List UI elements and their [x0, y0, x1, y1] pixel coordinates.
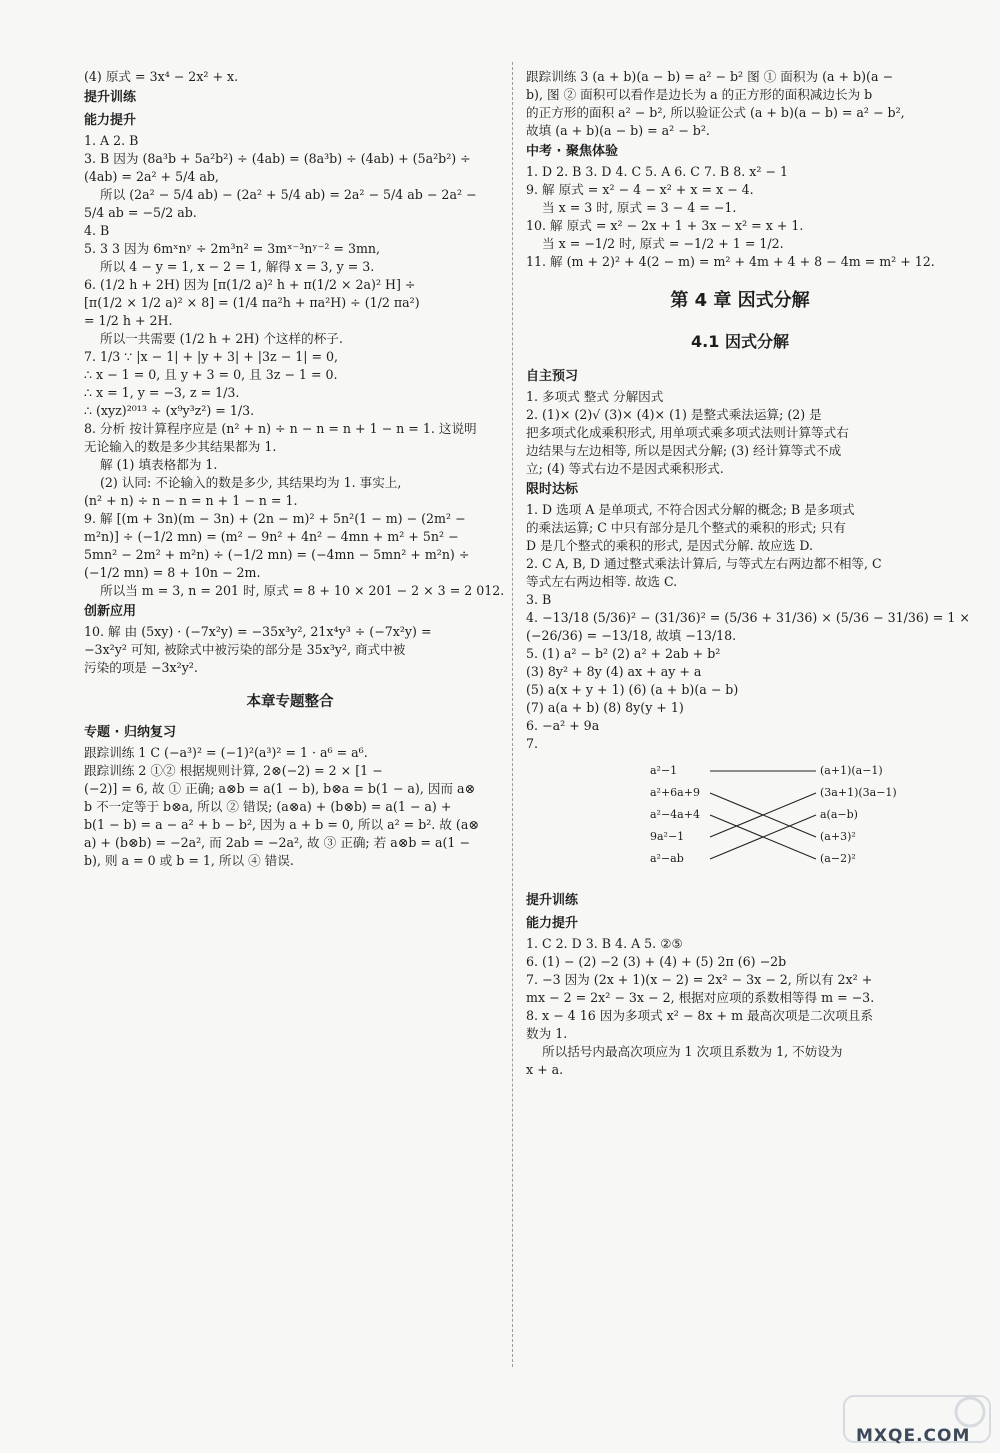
diagram-right-item: (a−2)²	[820, 852, 856, 865]
answer-line: 5. (1) a² − b² (2) a² + 2ab + b²	[526, 646, 721, 661]
answer-line: 4. B	[84, 223, 110, 238]
answer-line: 5. 3 3 因为 6mˣnʸ ÷ 2m³n² = 3mˣ⁻³nʸ⁻² = 3mn,	[84, 241, 381, 256]
column-divider	[512, 62, 513, 1367]
answer-line: 污染的项是 −3x²y².	[84, 660, 198, 675]
answer-line: 3. B	[526, 592, 552, 607]
answer-line: 10. 解 由 (5xy) · (−7x²y) = −35x³y², 21x⁴y³ ÷ (−7x²y) =	[84, 624, 432, 639]
answer-line: 解 (1) 填表格都为 1.	[100, 457, 218, 472]
answer-line: (−2)] = 6, 故 ① 正确; a⊗b = a(1 − b), b⊗a = b(1 − a), 因而 a⊗	[84, 781, 476, 796]
answer-line: 故填 (a + b)(a − b) = a² − b².	[526, 123, 710, 138]
answer-line: 2. C A, B, D 通过整式乘法计算后, 与等式左右两边都不相等, C	[526, 556, 882, 571]
answer-line: (5) a(x + y + 1) (6) (a + b)(a − b)	[526, 682, 739, 697]
section-heading: 能力提升	[84, 113, 137, 128]
answer-line: 的正方形的面积 a² − b², 所以验证公式 (a + b)(a − b) = a² − b²,	[526, 105, 905, 120]
answer-line: 无论输入的数是多少其结果都为 1.	[84, 439, 277, 454]
answer-line: 把多项式化成乘积形式, 用单项式乘多项式法则计算等式右	[526, 425, 849, 440]
answer-line: 9. 解 原式 = x² − 4 − x² + x = x − 4.	[526, 182, 754, 197]
answer-line: 7. 1/3 ∵ |x − 1| + |y + 3| + |3z − 1| = 0,	[84, 349, 339, 364]
answer-line: 8. x − 4 16 因为多项式 x² − 8x + m 最高次项是二次项且系	[526, 1008, 873, 1023]
answer-line: 所以当 m = 3, n = 201 时, 原式 = 8 + 10 × 201 − 2 × 3 = 2 012.	[100, 583, 505, 598]
diagram-right-item: (a+3)²	[820, 830, 856, 843]
answer-line: 边结果与左边相等, 所以是因式分解; (3) 经计算等式不成	[526, 443, 842, 458]
diagram-left-item: a²−4a+4	[650, 808, 700, 821]
answer-line: b), 图 ② 面积可以看作是边长为 a 的正方形的面积减边长为 b	[526, 87, 873, 102]
section-heading: 提升训练	[84, 90, 137, 105]
answer-line: 7.	[526, 736, 539, 751]
answer-line: 所以一共需要 (1/2 h + 2H) 个这样的杯子.	[100, 331, 343, 346]
answer-line: 5mn² − 2m² + m²n) ÷ (−1/2 mn) = (−4mn − 5mn² + m²n) ÷	[84, 547, 470, 562]
diagram-left-item: 9a²−1	[650, 830, 685, 843]
answer-line: mx − 2 = 2x² − 3x − 2, 根据对应项的系数相等得 m = −3.	[526, 990, 875, 1005]
matching-lines	[650, 763, 910, 883]
section-heading: 专题 · 归纳复习	[84, 725, 176, 740]
answer-line: (−1/2 mn) = 8 + 10n − 2m.	[84, 565, 261, 580]
section-heading: 创新应用	[84, 604, 137, 619]
answer-line: −3x²y² 可知, 被除式中被污染的部分是 35x³y², 商式中被	[84, 642, 406, 657]
answer-line: (2) 认同: 不论输入的数是多少, 其结果均为 1. 事实上,	[100, 475, 402, 490]
answer-line: ∴ x − 1 = 0, 且 y + 3 = 0, 且 3z − 1 = 0.	[84, 367, 338, 382]
answer-line: (n² + n) ÷ n − n = n + 1 − n = 1.	[84, 493, 298, 508]
answer-line: 6. −a² + 9a	[526, 718, 600, 733]
answer-line: 1. A 2. B	[84, 133, 139, 148]
answer-line: (7) a(a + b) (8) 8y(y + 1)	[526, 700, 684, 715]
right-column	[526, 68, 970, 1079]
answer-line: D 是几个整式的乘积的形式, 是因式分解. 故应选 D.	[526, 538, 814, 553]
answer-line: 立; (4) 等式右边不是因式乘积形式.	[526, 461, 724, 476]
answer-line: 跟踪训练 2 ①② 根据规则计算, 2⊗(−2) = 2 × [1 −	[84, 763, 383, 778]
answer-line: 1. 多项式 整式 分解因式	[526, 389, 664, 404]
answer-line: 2. (1)× (2)√ (3)× (4)× (1) 是整式乘法运算; (2) 是	[526, 407, 822, 422]
answer-line: 当 x = −1/2 时, 原式 = −1/2 + 1 = 1/2.	[542, 236, 784, 251]
answer-line: 跟踪训练 3 (a + b)(a − b) = a² − b² 图 ① 面积为 (a + b)(a −	[526, 69, 894, 84]
section-heading: 能力提升	[526, 916, 579, 931]
left-column	[84, 68, 505, 870]
answer-line: a) + (b⊗b) = −2a², 而 2ab = −2a², 故 ③ 正确; 若 a⊗b = a(1 −	[84, 835, 470, 850]
diagram-right-item: (3a+1)(3a−1)	[820, 786, 897, 799]
watermark-url: MXQE.COM	[856, 1426, 971, 1446]
answer-line: 6. (1) − (2) −2 (3) + (4) + (5) 2π (6) −2b	[526, 954, 787, 969]
answer-line: 跟踪训练 1 C (−a³)² = (−1)²(a³)² = 1 · a⁶ = a⁶.	[84, 745, 368, 760]
section-heading: 中考 · 聚焦体验	[526, 144, 618, 159]
answer-line: m²n)] ÷ (−1/2 mn) = (m² − 9n² + 4n² − 4mn + m² + 5n² −	[84, 529, 459, 544]
answer-line: 当 x = 3 时, 原式 = 3 − 4 = −1.	[542, 200, 737, 215]
topic-title: 本章专题整合	[246, 694, 334, 710]
answer-line: 的乘法运算; C 中只有部分是几个整式的乘积的形式; 只有	[526, 520, 846, 535]
answer-line: [π(1/2 × 1/2 a)² × 8] = (1/4 πa²h + πa²H) ÷ (1/2 πa²)	[84, 295, 420, 310]
answer-line: b), 则 a = 0 或 b = 1, 所以 ④ 错误.	[84, 853, 294, 868]
answer-line: 10. 解 原式 = x² − 2x + 1 + 3x − x² = x + 1.	[526, 218, 804, 233]
answer-line: b 不一定等于 b⊗a, 所以 ② 错误; (a⊗a) + (b⊗b) = a(1 − a) +	[84, 799, 452, 814]
answer-line: (4) 原式 = 3x⁴ − 2x² + x.	[84, 69, 239, 84]
answer-line: b(1 − b) = a − a² + b − b², 因为 a + b = 0, 所以 a² = b². 故 (a⊗	[84, 817, 479, 832]
section-title: 4.1 因式分解	[691, 332, 789, 351]
diagram-right-item: (a+1)(a−1)	[820, 764, 883, 777]
answer-line: ∴ (xyz)²⁰¹³ ÷ (x⁹y³z²) = 1/3.	[84, 403, 255, 418]
section-heading: 限时达标	[526, 482, 579, 497]
answer-line: 所以 4 − y = 1, x − 2 = 1, 解得 x = 3, y = 3.	[100, 259, 375, 274]
chapter-title: 第 4 章 因式分解	[670, 290, 810, 311]
answer-line: x + a.	[526, 1062, 564, 1077]
answer-line: (−26/36) = −13/18, 故填 −13/18.	[526, 628, 737, 643]
answer-line: 所以括号内最高次项应为 1 次项且系数为 1, 不妨设为	[542, 1044, 843, 1059]
answer-line: 1. D 2. B 3. D 4. C 5. A 6. C 7. B 8. x² − 1	[526, 164, 788, 179]
answer-line: 4. −13/18 (5/36)² − (31/36)² = (5/36 + 31/36) × (5/36 − 31/36) = 1 ×	[526, 610, 970, 625]
answer-line: 1. C 2. D 3. B 4. A 5. ②⑤	[526, 936, 683, 951]
answer-line: (4ab) = 2a² + 5/4 ab,	[84, 169, 219, 184]
answer-line: 6. (1/2 h + 2H) 因为 [π(1/2 a)² h + π(1/2 × 2a)² H] ÷	[84, 277, 416, 292]
diagram-left-item: a²−1	[650, 764, 678, 777]
answer-line: 数为 1.	[526, 1026, 568, 1041]
matching-diagram	[650, 763, 910, 883]
answer-line: (3) 8y² + 8y (4) ax + ay + a	[526, 664, 702, 679]
diagram-left-item: a²+6a+9	[650, 786, 700, 799]
answer-line: 等式左右两边相等. 故选 C.	[526, 574, 678, 589]
diagram-right-item: a(a−b)	[820, 808, 858, 821]
answer-line: 3. B 因为 (8a³b + 5a²b²) ÷ (4ab) = (8a³b) ÷ (4ab) + (5a²b²) ÷	[84, 151, 471, 166]
answer-line: = 1/2 h + 2H.	[84, 313, 173, 328]
answer-line: 8. 分析 按计算程序应是 (n² + n) ÷ n − n = n + 1 − n = 1. 这说明	[84, 421, 477, 436]
answer-line: 7. −3 因为 (2x + 1)(x − 2) = 2x² − 3x − 2, 所以有 2x² +	[526, 972, 873, 987]
diagram-left-item: a²−ab	[650, 852, 684, 865]
answer-line: 11. 解 (m + 2)² + 4(2 − m) = m² + 4m + 4 + 8 − 4m = m² + 12.	[526, 254, 935, 269]
section-heading: 自主预习	[526, 369, 579, 384]
answer-line: 9. 解 [(m + 3n)(m − 3n) + (2n − m)² + 5n²(1 − m) − (2m² −	[84, 511, 466, 526]
answer-line: ∴ x = 1, y = −3, z = 1/3.	[84, 385, 240, 400]
answer-line: 5/4 ab = −5/2 ab.	[84, 205, 197, 220]
section-heading: 提升训练	[526, 893, 579, 908]
answer-line: 1. D 选项 A 是单项式, 不符合因式分解的概念; B 是多项式	[526, 502, 855, 517]
answer-line: 所以 (2a² − 5/4 ab) − (2a² + 5/4 ab) = 2a² − 5/4 ab − 2a² −	[100, 187, 477, 202]
